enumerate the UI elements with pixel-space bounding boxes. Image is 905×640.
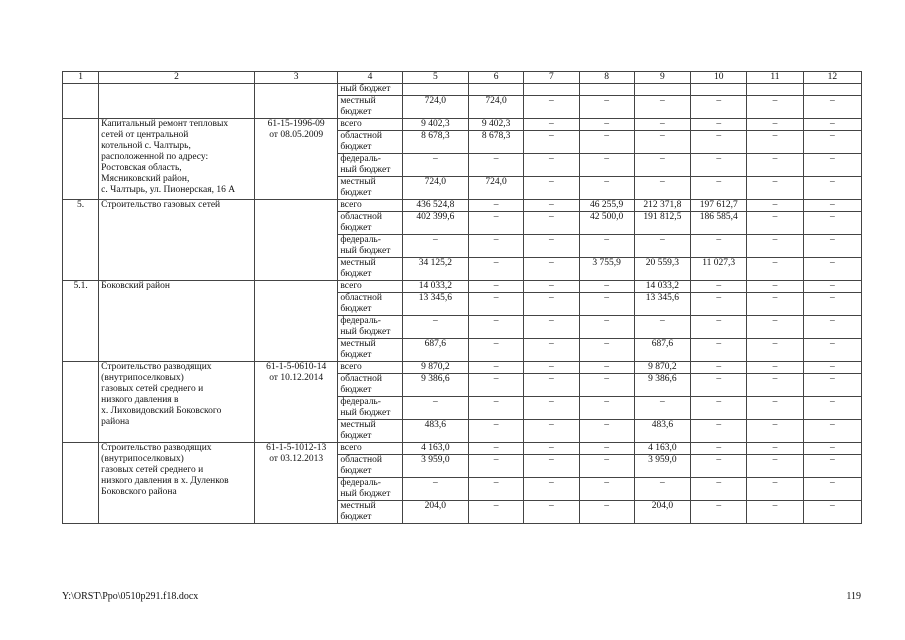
value-cell: – bbox=[747, 96, 803, 119]
value-cell: 4 163,0 bbox=[634, 443, 690, 455]
value-cell: – bbox=[747, 177, 803, 200]
value-cell: – bbox=[468, 420, 523, 443]
table-row bbox=[63, 119, 862, 131]
value-cell: – bbox=[691, 154, 747, 177]
value-cell: – bbox=[803, 200, 861, 212]
value-cell: – bbox=[524, 258, 579, 281]
value-cell: – bbox=[468, 443, 523, 455]
column-number-row bbox=[63, 72, 862, 84]
value-cell: – bbox=[579, 501, 634, 524]
value-cell: 436 524,8 bbox=[402, 200, 468, 212]
value-cell: 191 812,5 bbox=[634, 212, 690, 235]
value-cell: – bbox=[524, 501, 579, 524]
value-cell: 724,0 bbox=[468, 96, 523, 119]
value-cell: – bbox=[803, 316, 861, 339]
funding-source-cell: областной бюджет bbox=[338, 131, 402, 154]
value-cell: – bbox=[691, 293, 747, 316]
funding-source-cell: местный бюджет bbox=[338, 339, 402, 362]
value-cell: – bbox=[747, 362, 803, 374]
item-name-cell: Строительство разводящих (внутрипоселковых) газовых сетей среднего и низкого давления в х. Дуленков Боковского района bbox=[99, 443, 255, 524]
value-cell: – bbox=[524, 200, 579, 212]
value-cell: 11 027,3 bbox=[691, 258, 747, 281]
item-number-cell bbox=[63, 443, 99, 524]
value-cell: – bbox=[803, 293, 861, 316]
value-cell: – bbox=[402, 478, 468, 501]
value-cell: 3 959,0 bbox=[402, 455, 468, 478]
value-cell: 9 402,3 bbox=[468, 119, 523, 131]
registration-cell bbox=[254, 84, 337, 119]
registration-cell: 61-1-5-1012-13 от 03.12.2013 bbox=[254, 443, 337, 524]
value-cell: 9 402,3 bbox=[402, 119, 468, 131]
value-cell: – bbox=[747, 293, 803, 316]
value-cell: – bbox=[634, 316, 690, 339]
value-cell: – bbox=[524, 281, 579, 293]
value-cell: – bbox=[468, 235, 523, 258]
funding-source-cell: местный бюджет bbox=[338, 258, 402, 281]
funding-source-cell: федераль- ный бюджет bbox=[338, 397, 402, 420]
value-cell: – bbox=[402, 397, 468, 420]
value-cell: – bbox=[747, 212, 803, 235]
value-cell: – bbox=[747, 200, 803, 212]
value-cell: – bbox=[524, 154, 579, 177]
value-cell: – bbox=[691, 281, 747, 293]
value-cell: – bbox=[579, 154, 634, 177]
value-cell: – bbox=[468, 397, 523, 420]
value-cell: 14 033,2 bbox=[402, 281, 468, 293]
value-cell bbox=[634, 84, 690, 96]
funding-source-cell: всего bbox=[338, 119, 402, 131]
value-cell: – bbox=[634, 235, 690, 258]
value-cell bbox=[803, 84, 861, 96]
value-cell: 3 959,0 bbox=[634, 455, 690, 478]
value-cell: – bbox=[691, 235, 747, 258]
value-cell: – bbox=[634, 478, 690, 501]
value-cell: – bbox=[803, 96, 861, 119]
value-cell: 724,0 bbox=[468, 177, 523, 200]
value-cell: – bbox=[579, 455, 634, 478]
value-cell: – bbox=[803, 119, 861, 131]
value-cell: – bbox=[579, 478, 634, 501]
item-name-cell: Капитальный ремонт тепловых сетей от центральной котельной с. Чалтырь, расположенной по адресу: Ростовская область, Мясниковский район, с. Чалтырь, ул. Пионерская, 16 А bbox=[99, 119, 255, 200]
value-cell: – bbox=[634, 131, 690, 154]
value-cell: 687,6 bbox=[634, 339, 690, 362]
value-cell: – bbox=[524, 177, 579, 200]
funding-source-cell: областной бюджет bbox=[338, 293, 402, 316]
value-cell: – bbox=[579, 374, 634, 397]
value-cell: 4 163,0 bbox=[402, 443, 468, 455]
value-cell: – bbox=[803, 154, 861, 177]
column-number-header: 12 bbox=[803, 72, 861, 84]
value-cell: – bbox=[468, 478, 523, 501]
value-cell: 9 870,2 bbox=[402, 362, 468, 374]
value-cell: – bbox=[402, 235, 468, 258]
value-cell: – bbox=[747, 316, 803, 339]
value-cell: – bbox=[803, 339, 861, 362]
value-cell: – bbox=[579, 293, 634, 316]
value-cell: – bbox=[468, 200, 523, 212]
value-cell: – bbox=[468, 374, 523, 397]
budget-table bbox=[62, 71, 862, 524]
value-cell: – bbox=[402, 316, 468, 339]
value-cell: – bbox=[579, 177, 634, 200]
column-number-header: 4 bbox=[338, 72, 402, 84]
value-cell: 9 386,6 bbox=[634, 374, 690, 397]
value-cell: – bbox=[691, 177, 747, 200]
registration-cell: 61-1-5-0610-14 от 10.12.2014 bbox=[254, 362, 337, 443]
value-cell: 204,0 bbox=[634, 501, 690, 524]
value-cell: – bbox=[691, 362, 747, 374]
value-cell: – bbox=[803, 177, 861, 200]
value-cell: 3 755,9 bbox=[579, 258, 634, 281]
value-cell: – bbox=[524, 293, 579, 316]
value-cell: – bbox=[747, 501, 803, 524]
value-cell: – bbox=[691, 119, 747, 131]
value-cell: – bbox=[468, 339, 523, 362]
funding-source-cell: всего bbox=[338, 443, 402, 455]
value-cell: – bbox=[634, 397, 690, 420]
value-cell: – bbox=[691, 443, 747, 455]
item-number-cell bbox=[63, 119, 99, 200]
value-cell: – bbox=[579, 339, 634, 362]
value-cell: – bbox=[803, 374, 861, 397]
funding-source-cell: федераль- ный бюджет bbox=[338, 478, 402, 501]
value-cell: – bbox=[524, 96, 579, 119]
value-cell: – bbox=[579, 235, 634, 258]
value-cell: – bbox=[691, 420, 747, 443]
value-cell bbox=[468, 84, 523, 96]
value-cell: – bbox=[468, 258, 523, 281]
value-cell: – bbox=[524, 362, 579, 374]
funding-source-cell: местный бюджет bbox=[338, 501, 402, 524]
value-cell: 9 386,6 bbox=[402, 374, 468, 397]
value-cell: – bbox=[747, 420, 803, 443]
value-cell: – bbox=[747, 455, 803, 478]
value-cell: – bbox=[524, 131, 579, 154]
value-cell: – bbox=[468, 316, 523, 339]
value-cell: – bbox=[524, 339, 579, 362]
value-cell: – bbox=[803, 397, 861, 420]
value-cell: – bbox=[579, 119, 634, 131]
value-cell: – bbox=[579, 443, 634, 455]
value-cell: 14 033,2 bbox=[634, 281, 690, 293]
funding-source-cell: местный бюджет bbox=[338, 177, 402, 200]
value-cell: 483,6 bbox=[634, 420, 690, 443]
column-number-header: 8 bbox=[579, 72, 634, 84]
value-cell: – bbox=[524, 235, 579, 258]
value-cell: 46 255,9 bbox=[579, 200, 634, 212]
value-cell bbox=[579, 84, 634, 96]
column-number-header: 9 bbox=[634, 72, 690, 84]
value-cell: – bbox=[634, 154, 690, 177]
value-cell bbox=[691, 84, 747, 96]
value-cell: – bbox=[579, 131, 634, 154]
value-cell: 724,0 bbox=[402, 96, 468, 119]
value-cell: 8 678,3 bbox=[402, 131, 468, 154]
funding-source-cell: местный бюджет bbox=[338, 96, 402, 119]
table-row bbox=[63, 200, 862, 212]
funding-source-cell: всего bbox=[338, 281, 402, 293]
item-number-cell bbox=[63, 84, 99, 119]
value-cell: – bbox=[468, 293, 523, 316]
column-number-header: 6 bbox=[468, 72, 523, 84]
value-cell: – bbox=[468, 455, 523, 478]
registration-cell bbox=[254, 200, 337, 281]
funding-source-cell: областной бюджет bbox=[338, 455, 402, 478]
column-number-header: 1 bbox=[63, 72, 99, 84]
value-cell: – bbox=[634, 96, 690, 119]
value-cell: – bbox=[747, 397, 803, 420]
column-number-header: 11 bbox=[747, 72, 803, 84]
value-cell: 34 125,2 bbox=[402, 258, 468, 281]
column-number-header: 2 bbox=[99, 72, 255, 84]
value-cell: 8 678,3 bbox=[468, 131, 523, 154]
value-cell: – bbox=[747, 235, 803, 258]
value-cell: – bbox=[468, 154, 523, 177]
value-cell: 42 500,0 bbox=[579, 212, 634, 235]
value-cell: – bbox=[402, 154, 468, 177]
value-cell: 9 870,2 bbox=[634, 362, 690, 374]
funding-source-cell: федераль- ный бюджет bbox=[338, 316, 402, 339]
value-cell: – bbox=[803, 131, 861, 154]
value-cell: – bbox=[803, 420, 861, 443]
value-cell: – bbox=[803, 281, 861, 293]
item-name-cell bbox=[99, 84, 255, 119]
value-cell: 483,6 bbox=[402, 420, 468, 443]
value-cell: – bbox=[691, 339, 747, 362]
value-cell: – bbox=[468, 501, 523, 524]
value-cell: 402 399,6 bbox=[402, 212, 468, 235]
value-cell: – bbox=[747, 119, 803, 131]
item-number-cell: 5.1. bbox=[63, 281, 99, 362]
value-cell: – bbox=[803, 362, 861, 374]
value-cell: 212 371,8 bbox=[634, 200, 690, 212]
column-number-header: 7 bbox=[524, 72, 579, 84]
value-cell: – bbox=[634, 177, 690, 200]
value-cell: – bbox=[747, 281, 803, 293]
value-cell: – bbox=[524, 420, 579, 443]
value-cell: – bbox=[579, 96, 634, 119]
value-cell: 13 345,6 bbox=[402, 293, 468, 316]
funding-source-cell: федераль- ный бюджет bbox=[338, 154, 402, 177]
value-cell: – bbox=[468, 212, 523, 235]
table-row bbox=[63, 281, 862, 293]
value-cell: – bbox=[691, 478, 747, 501]
table-row bbox=[63, 362, 862, 374]
value-cell bbox=[747, 84, 803, 96]
value-cell: – bbox=[747, 443, 803, 455]
value-cell: 20 559,3 bbox=[634, 258, 690, 281]
value-cell: – bbox=[803, 258, 861, 281]
value-cell: – bbox=[524, 316, 579, 339]
value-cell: – bbox=[691, 455, 747, 478]
value-cell: – bbox=[803, 501, 861, 524]
value-cell: – bbox=[747, 339, 803, 362]
value-cell: – bbox=[691, 316, 747, 339]
page-number: 119 bbox=[846, 591, 861, 602]
value-cell: – bbox=[524, 455, 579, 478]
value-cell: – bbox=[524, 397, 579, 420]
value-cell: – bbox=[579, 420, 634, 443]
funding-source-cell: федераль- ный бюджет bbox=[338, 235, 402, 258]
table-body bbox=[63, 72, 862, 524]
value-cell: – bbox=[803, 455, 861, 478]
value-cell: 13 345,6 bbox=[634, 293, 690, 316]
value-cell: – bbox=[691, 501, 747, 524]
value-cell: – bbox=[524, 212, 579, 235]
value-cell: – bbox=[468, 362, 523, 374]
value-cell: – bbox=[691, 96, 747, 119]
value-cell bbox=[402, 84, 468, 96]
value-cell: 204,0 bbox=[402, 501, 468, 524]
table-row bbox=[63, 443, 862, 455]
column-number-header: 5 bbox=[402, 72, 468, 84]
value-cell: – bbox=[468, 281, 523, 293]
funding-source-cell: местный бюджет bbox=[338, 420, 402, 443]
item-name-cell: Боковский район bbox=[99, 281, 255, 362]
funding-source-cell: ный бюджет bbox=[338, 84, 402, 96]
item-number-cell: 5. bbox=[63, 200, 99, 281]
value-cell: 186 585,4 bbox=[691, 212, 747, 235]
funding-source-cell: всего bbox=[338, 362, 402, 374]
value-cell: – bbox=[691, 374, 747, 397]
value-cell: – bbox=[803, 478, 861, 501]
value-cell: – bbox=[803, 443, 861, 455]
value-cell: – bbox=[691, 131, 747, 154]
value-cell: – bbox=[803, 235, 861, 258]
item-name-cell: Строительство газовых сетей bbox=[99, 200, 255, 281]
value-cell: 724,0 bbox=[402, 177, 468, 200]
funding-source-cell: всего bbox=[338, 200, 402, 212]
value-cell: – bbox=[579, 316, 634, 339]
funding-source-cell: областной бюджет bbox=[338, 374, 402, 397]
value-cell: – bbox=[524, 478, 579, 501]
file-path: Y:\ORST\Ppo\0510p291.f18.docx bbox=[62, 591, 199, 602]
column-number-header: 3 bbox=[254, 72, 337, 84]
value-cell: – bbox=[747, 374, 803, 397]
registration-cell: 61-15-1996-09 от 08.05.2009 bbox=[254, 119, 337, 200]
value-cell: 197 612,7 bbox=[691, 200, 747, 212]
value-cell: – bbox=[747, 258, 803, 281]
value-cell: – bbox=[579, 281, 634, 293]
value-cell: 687,6 bbox=[402, 339, 468, 362]
registration-cell bbox=[254, 281, 337, 362]
column-number-header: 10 bbox=[691, 72, 747, 84]
value-cell: – bbox=[747, 154, 803, 177]
table-row bbox=[63, 84, 862, 96]
value-cell: – bbox=[803, 212, 861, 235]
value-cell: – bbox=[579, 397, 634, 420]
value-cell: – bbox=[747, 478, 803, 501]
funding-source-cell: областной бюджет bbox=[338, 212, 402, 235]
value-cell: – bbox=[634, 119, 690, 131]
value-cell: – bbox=[524, 374, 579, 397]
item-number-cell bbox=[63, 362, 99, 443]
value-cell: – bbox=[691, 397, 747, 420]
value-cell: – bbox=[579, 362, 634, 374]
value-cell: – bbox=[524, 443, 579, 455]
item-name-cell: Строительство разводящих (внутрипоселковых) газовых сетей среднего и низкого давления в х. Лиховидовский Боковского района bbox=[99, 362, 255, 443]
value-cell: – bbox=[524, 119, 579, 131]
value-cell: – bbox=[747, 131, 803, 154]
value-cell bbox=[524, 84, 579, 96]
